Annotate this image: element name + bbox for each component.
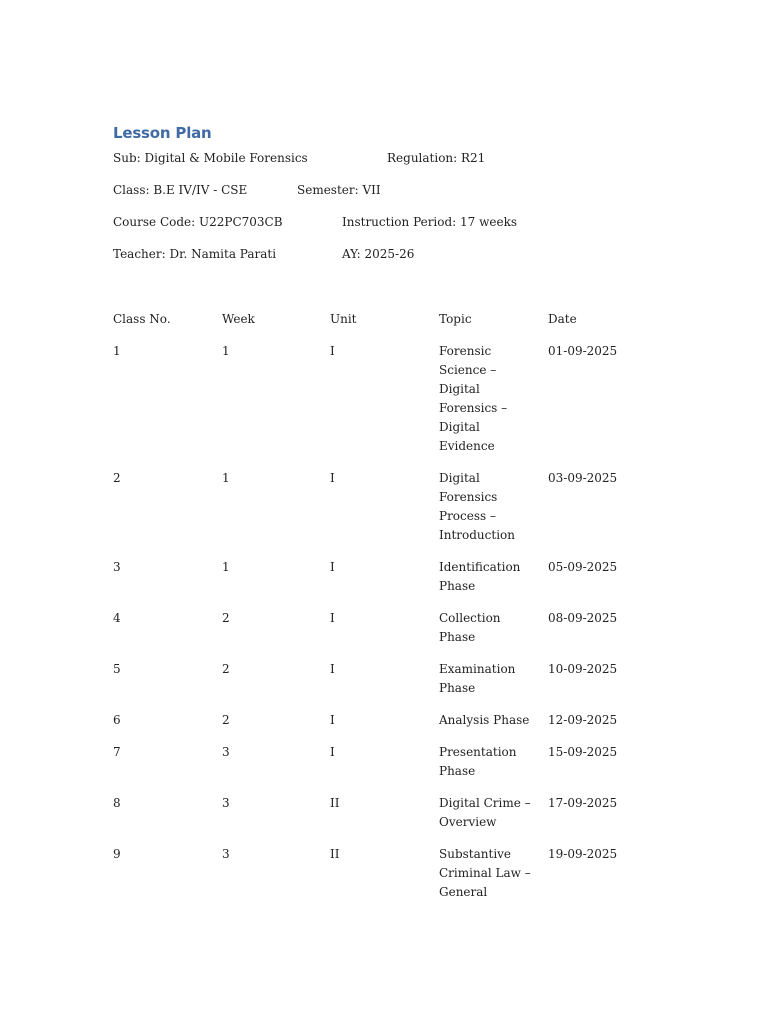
topic-line: Introduction [439,528,515,542]
class-text: Class: B.E IV/IV - CSE [113,183,248,197]
topic-line: Overview [439,815,497,829]
cell-class-no: 5 [113,662,121,676]
cell-date: 17-09-2025 [548,796,618,810]
cell-class-no: 9 [113,847,121,861]
table-row [113,711,673,730]
topic-line: Digital Crime – [439,796,531,810]
semester-text: Semester: VII [297,183,381,197]
table-body [113,342,673,902]
cell-date: 19-09-2025 [548,847,618,861]
cell-class-no: 8 [113,796,121,810]
cell-topic [439,558,548,596]
cell-unit: II [330,847,340,861]
topic-line: Process – [439,509,496,523]
cell-week: 3 [222,745,230,759]
topic-line: Examination [439,662,516,676]
cell-topic [439,794,548,832]
cell-date: 10-09-2025 [548,662,618,676]
topic-line: Digital [439,382,480,396]
cell-topic [439,845,548,902]
cell-topic [439,469,548,545]
header-class-no: Class No. [113,312,171,326]
lesson-plan-table [113,310,673,915]
cell-week: 2 [222,611,230,625]
cell-unit: I [330,471,335,485]
table-row [113,469,673,545]
cell-week: 1 [222,471,230,485]
regulation-text: Regulation: R21 [387,151,486,165]
cell-unit: I [330,611,335,625]
cell-date: 12-09-2025 [548,713,618,727]
topic-line: Criminal Law – [439,866,531,880]
academic-year-text: AY: 2025-26 [342,247,415,261]
table-row [113,342,673,456]
header-topic: Topic [439,312,472,326]
cell-class-no: 7 [113,745,121,759]
topic-line: Forensics [439,490,498,504]
cell-topic [439,711,548,730]
cell-unit: I [330,662,335,676]
cell-unit: I [330,560,335,574]
cell-unit: II [330,796,340,810]
subject-text: Sub: Digital & Mobile Forensics [113,151,308,165]
cell-week: 2 [222,662,230,676]
topic-line: General [439,885,488,899]
topic-line: Presentation [439,745,517,759]
topic-line: Collection [439,611,501,625]
topic-line: Forensic [439,344,492,358]
cell-week: 1 [222,560,230,574]
cell-date: 03-09-2025 [548,471,618,485]
topic-line: Substantive [439,847,512,861]
cell-class-no: 6 [113,713,121,727]
topic-line: Digital [439,471,480,485]
topic-line: Digital [439,420,480,434]
cell-topic [439,743,548,781]
instruction-period-text: Instruction Period: 17 weeks [342,215,518,229]
document-title: Lesson Plan [113,124,212,142]
cell-week: 3 [222,847,230,861]
topic-line: Phase [439,764,476,778]
cell-date: 15-09-2025 [548,745,618,759]
table-row [113,743,673,781]
cell-class-no: 2 [113,471,121,485]
topic-line: Phase [439,630,476,644]
cell-week: 1 [222,344,230,358]
table-row [113,609,673,647]
cell-date: 05-09-2025 [548,560,618,574]
topic-line: Analysis Phase [439,713,530,727]
cell-unit: I [330,713,335,727]
header-unit: Unit [330,312,357,326]
topic-line: Phase [439,579,476,593]
cell-date: 01-09-2025 [548,344,618,358]
topic-line: Identification [439,560,521,574]
topic-line: Forensics – [439,401,508,415]
course-code-text: Course Code: U22PC703CB [113,215,283,229]
header-date: Date [548,312,577,326]
cell-unit: I [330,344,335,358]
topic-line: Science – [439,363,497,377]
table-row [113,845,673,902]
teacher-text: Teacher: Dr. Namita Parati [113,247,277,261]
cell-week: 2 [222,713,230,727]
cell-class-no: 3 [113,560,121,574]
table-row [113,558,673,596]
cell-topic [439,342,548,456]
topic-line: Evidence [439,439,495,453]
header-week: Week [222,312,255,326]
cell-week: 3 [222,796,230,810]
cell-class-no: 4 [113,611,121,625]
table-row [113,660,673,698]
cell-unit: I [330,745,335,759]
table-row [113,794,673,832]
cell-class-no: 1 [113,344,121,358]
cell-date: 08-09-2025 [548,611,618,625]
topic-line: Phase [439,681,476,695]
cell-topic [439,660,548,698]
cell-topic [439,609,548,647]
table-header-row [113,310,673,329]
